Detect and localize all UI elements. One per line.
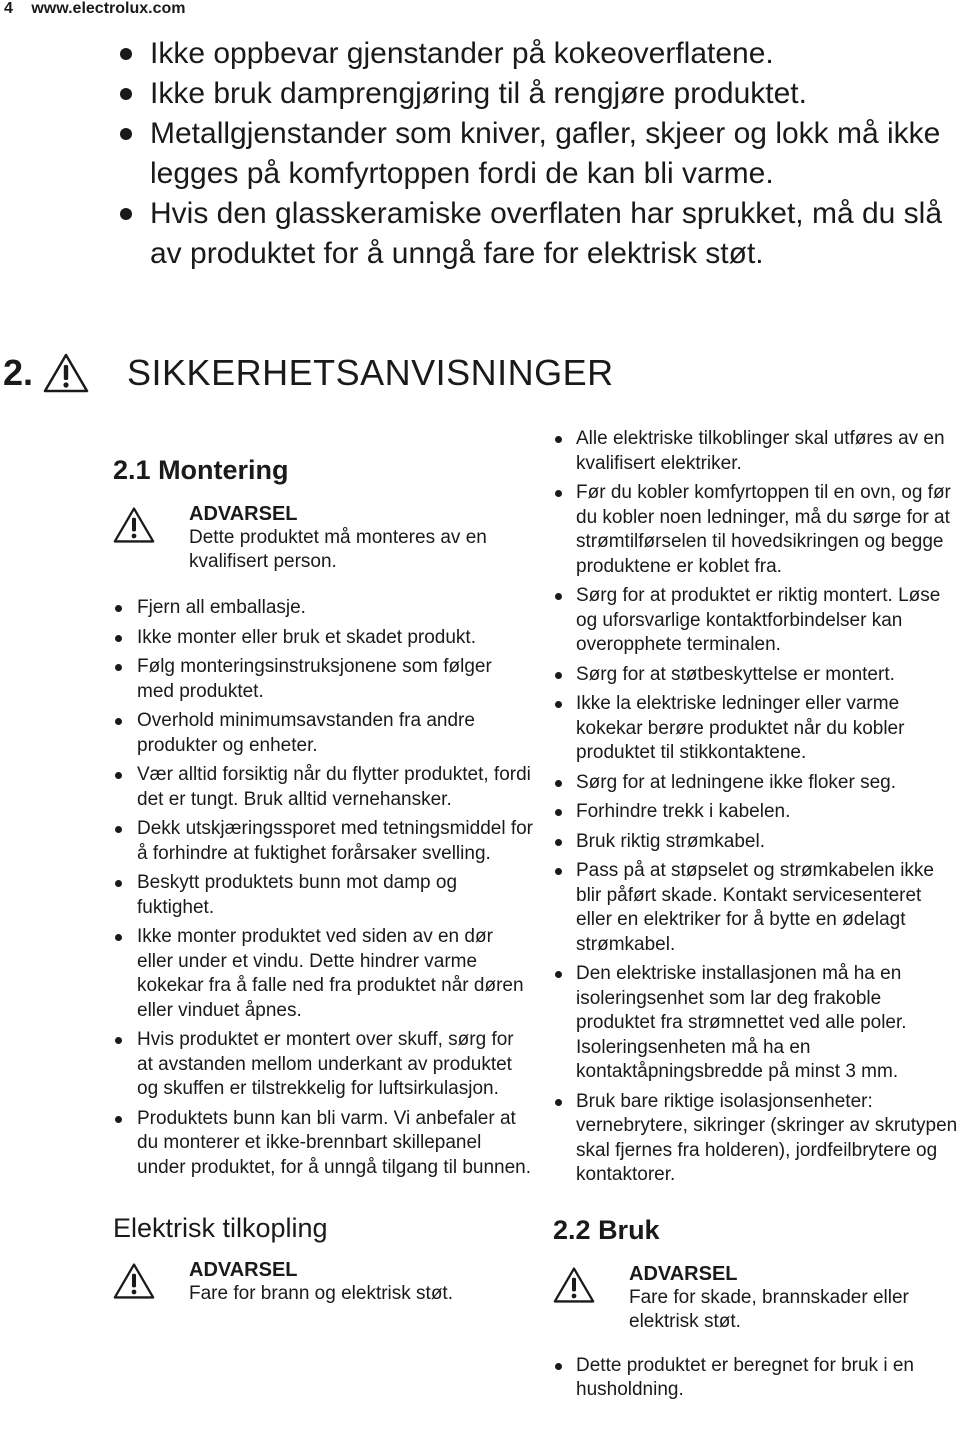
list-item: Hvis den glasskeramiske overflaten har sprukket, må du slå av produktet for å unngå fare for elektrisk støt. [100, 194, 955, 274]
bullet-icon [115, 934, 122, 941]
section-heading [3, 348, 614, 398]
bullet-icon [115, 1037, 122, 1044]
bullet-icon [115, 1116, 122, 1123]
intro-list [100, 34, 955, 274]
list-item: Ikke monter eller bruk et skadet produkt. [113, 626, 533, 651]
bullet-icon [115, 826, 122, 833]
warning-triangle-icon [113, 506, 155, 544]
list-item: Dekk utskjæringssporet med tetningsmiddel for å forhindre at fuktighet forårsaker svelling. [113, 817, 533, 866]
bullet-icon [120, 88, 132, 100]
list-item: Dette produktet er beregnet for bruk i en husholdning. [553, 1354, 958, 1403]
bullet-icon [555, 868, 562, 875]
list-item: Metallgjenstander som kniver, gafler, skjeer og lokk må ikke legges på komfyrtoppen fordi de kan bli varme. [100, 114, 955, 194]
bullet-icon [555, 971, 562, 978]
warning-title: ADVARSEL [189, 1259, 298, 1281]
bullet-icon [555, 839, 562, 846]
bullet-icon [115, 772, 122, 779]
list-item: Før du kobler komfyrtoppen til en ovn, og før du kobler noen ledninger, må du sørge for at strømtilførselen til hovedsikringen og begge produktene er koblet fra. [553, 481, 958, 579]
list-item: Sørg for at ledningene ikke floker seg. [553, 771, 958, 796]
list-item: Sørg for at støtbeskyttelse er montert. [553, 663, 958, 688]
section-title: SIKKERHETSANVISNINGER [127, 352, 614, 393]
warning-title: ADVARSEL [189, 503, 298, 525]
bullet-icon [555, 780, 562, 787]
list-item: Pass på at støpselet og strømkabelen ikke blir påført skade. Kontakt servicesenteret eller en elektriker for å bytte en ødelagt strømkabel. [553, 859, 958, 957]
warning-box [553, 1262, 958, 1334]
list-item: Hvis produktet er montert over skuff, sørg for at avstanden mellom underkant av produktet og skuffen er tilstrekkelig for luftsirkulasjon. [113, 1028, 533, 1102]
list-item: Vær alltid forsiktig når du flytter produktet, fordi det er tungt. Bruk alltid vernehansker. [113, 763, 533, 812]
list-item: Ikke oppbevar gjenstander på kokeoverflatene. [100, 34, 955, 74]
left-column [113, 450, 533, 1306]
bullet-icon [555, 809, 562, 816]
bullet-icon [115, 664, 122, 671]
warning-text: Fare for skade, brannskader eller elektrisk støt. [629, 1286, 909, 1332]
warning-triangle-icon [113, 1262, 155, 1300]
list-item: Produktets bunn kan bli varm. Vi anbefaler at du monterer et ikke-brennbart skillepanel under produktet, for å unngå tilgang til bunnen. [113, 1107, 533, 1181]
list-item: Bruk bare riktige isolasjonsenheter: vernebrytere, sikringer (skringer av skrutypen skal fjernes fra holderen), jordfeilbrytere og kontaktorer. [553, 1090, 958, 1188]
list-item: Alle elektriske tilkoblinger skal utføres av en kvalifisert elektriker. [553, 427, 958, 476]
bullet-icon [115, 635, 122, 642]
bullet-icon [120, 48, 132, 60]
list-item: Fjern all emballasje. [113, 596, 533, 621]
warning-triangle-icon [43, 353, 89, 393]
warning-box [113, 1258, 533, 1306]
section-number: 2. [3, 352, 34, 393]
warning-triangle-icon [553, 1266, 595, 1304]
list-item: Overhold minimumsavstanden fra andre produkter og enheter. [113, 709, 533, 758]
bruk-list [553, 1354, 958, 1403]
list-item: Beskytt produktets bunn mot damp og fuktighet. [113, 871, 533, 920]
right-column [553, 427, 958, 1408]
bullet-icon [555, 593, 562, 600]
subsection-title-montering: 2.1 Montering [113, 455, 289, 485]
bullet-icon [120, 128, 132, 140]
bullet-icon [115, 605, 122, 612]
bullet-icon [555, 672, 562, 679]
subsection-title-bruk: 2.2 Bruk [553, 1214, 660, 1245]
warning-box [113, 502, 533, 574]
bullet-icon [555, 490, 562, 497]
warning-title: ADVARSEL [629, 1262, 738, 1285]
bullet-icon [115, 880, 122, 887]
list-item: Forhindre trekk i kabelen. [553, 800, 958, 825]
bullet-icon [555, 1363, 562, 1370]
list-item: Ikke bruk damprengjøring til å rengjøre produktet. [100, 74, 955, 114]
bullet-icon [555, 701, 562, 708]
page-number: 4 [4, 0, 13, 17]
elektrisk-list [553, 427, 958, 1188]
bullet-icon [120, 208, 132, 220]
list-item: Sørg for at produktet er riktig montert. Løse og uforsvarlige kontaktforbindelser kan overopphete terminalen. [553, 584, 958, 658]
montering-list [113, 596, 533, 1180]
page-header [4, 0, 185, 18]
site-url[interactable]: www.electrolux.com [31, 0, 186, 17]
list-item: Følg monteringsinstruksjonene som følger med produktet. [113, 655, 533, 704]
list-item: Den elektriske installasjonen må ha en isoleringsenhet som lar deg frakoble produktet fra strømnettet ved alle poler. Isoleringsenheten må ha en kontaktåpningsbredde på minst 3 mm. [553, 962, 958, 1085]
list-item: Ikke la elektriske ledninger eller varme kokekar berøre produktet når du kobler produktet til stikkontaktene. [553, 692, 958, 766]
bullet-icon [555, 436, 562, 443]
warning-text: Dette produktet må monteres av en kvalifisert person. [189, 527, 487, 572]
list-item: Ikke monter produktet ved siden av en dør eller under et vindu. Dette hindrer varme kokekar fra å falle ned fra produktet når døren eller vinduet åpnes. [113, 925, 533, 1023]
subsection-title-elektrisk: Elektrisk tilkopling [113, 1213, 328, 1243]
list-item: Bruk riktig strømkabel. [553, 830, 958, 855]
warning-text: Fare for brann og elektrisk støt. [189, 1283, 453, 1304]
bullet-icon [555, 1099, 562, 1106]
bullet-icon [115, 718, 122, 725]
